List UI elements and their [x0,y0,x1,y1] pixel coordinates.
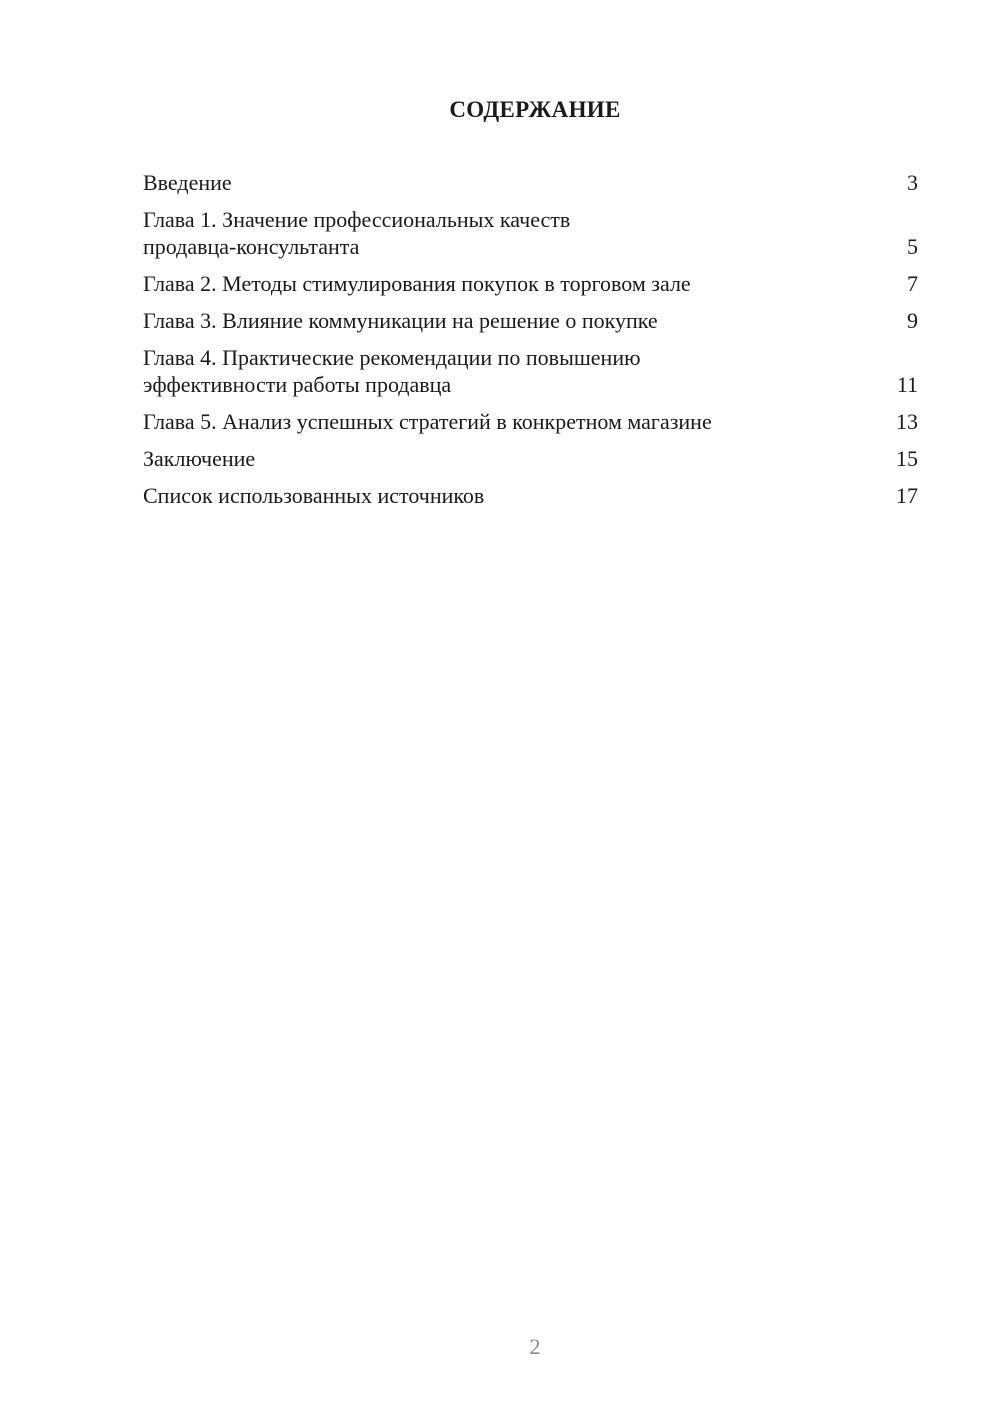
toc-entry-line: Введение [143,170,232,195]
toc-page-number: 9 [907,308,918,333]
toc-entry-title [143,408,888,435]
toc-entry-line: эффективности работы продавца [143,372,452,397]
page-title: СОДЕРЖАНИЕ [449,97,621,122]
toc-entry-line: Список использованных источников [143,483,485,508]
toc-entry-line: Глава 1. Значение профессиональных качеств [143,207,571,232]
toc-page-number: 7 [907,271,918,296]
toc-entry-line: Глава 4. Практические рекомендации по повышению [143,345,641,370]
toc-entry-title [143,270,888,297]
toc-entry-line: продавца-консультанта [143,234,360,259]
toc-page-number: 3 [907,170,918,195]
toc-entry-title [143,307,888,334]
toc-page-number: 17 [896,483,918,508]
toc-entry-title [143,206,888,260]
toc-entry-introduction [143,169,918,196]
toc-entry-line: Глава 3. Влияние коммуникации на решение о покупке [143,308,658,333]
toc-entry-title [143,169,888,196]
toc-entry-chapter-4 [143,344,918,398]
toc-page-number: 11 [896,372,918,397]
toc-page-number: 5 [907,234,918,259]
toc-entry-chapter-2 [143,270,918,297]
toc-page-number: 15 [896,446,918,471]
toc-entry-conclusion [143,445,918,472]
toc-entry-title [143,344,888,398]
table-of-contents [143,169,918,519]
toc-entry-line: Глава 2. Методы стимулирования покупок в торговом зале [143,271,691,296]
toc-entry-line: Глава 5. Анализ успешных стратегий в конкретном магазине [143,409,712,434]
toc-entry-title [143,482,888,509]
toc-page-number: 13 [896,409,918,434]
toc-entry-references [143,482,918,509]
toc-entry-title [143,445,888,472]
toc-entry-chapter-1 [143,206,918,260]
footer-page-number: 2 [529,1334,541,1359]
toc-entry-line: Заключение [143,446,256,471]
toc-entry-chapter-3 [143,307,918,334]
toc-entry-chapter-5 [143,408,918,435]
